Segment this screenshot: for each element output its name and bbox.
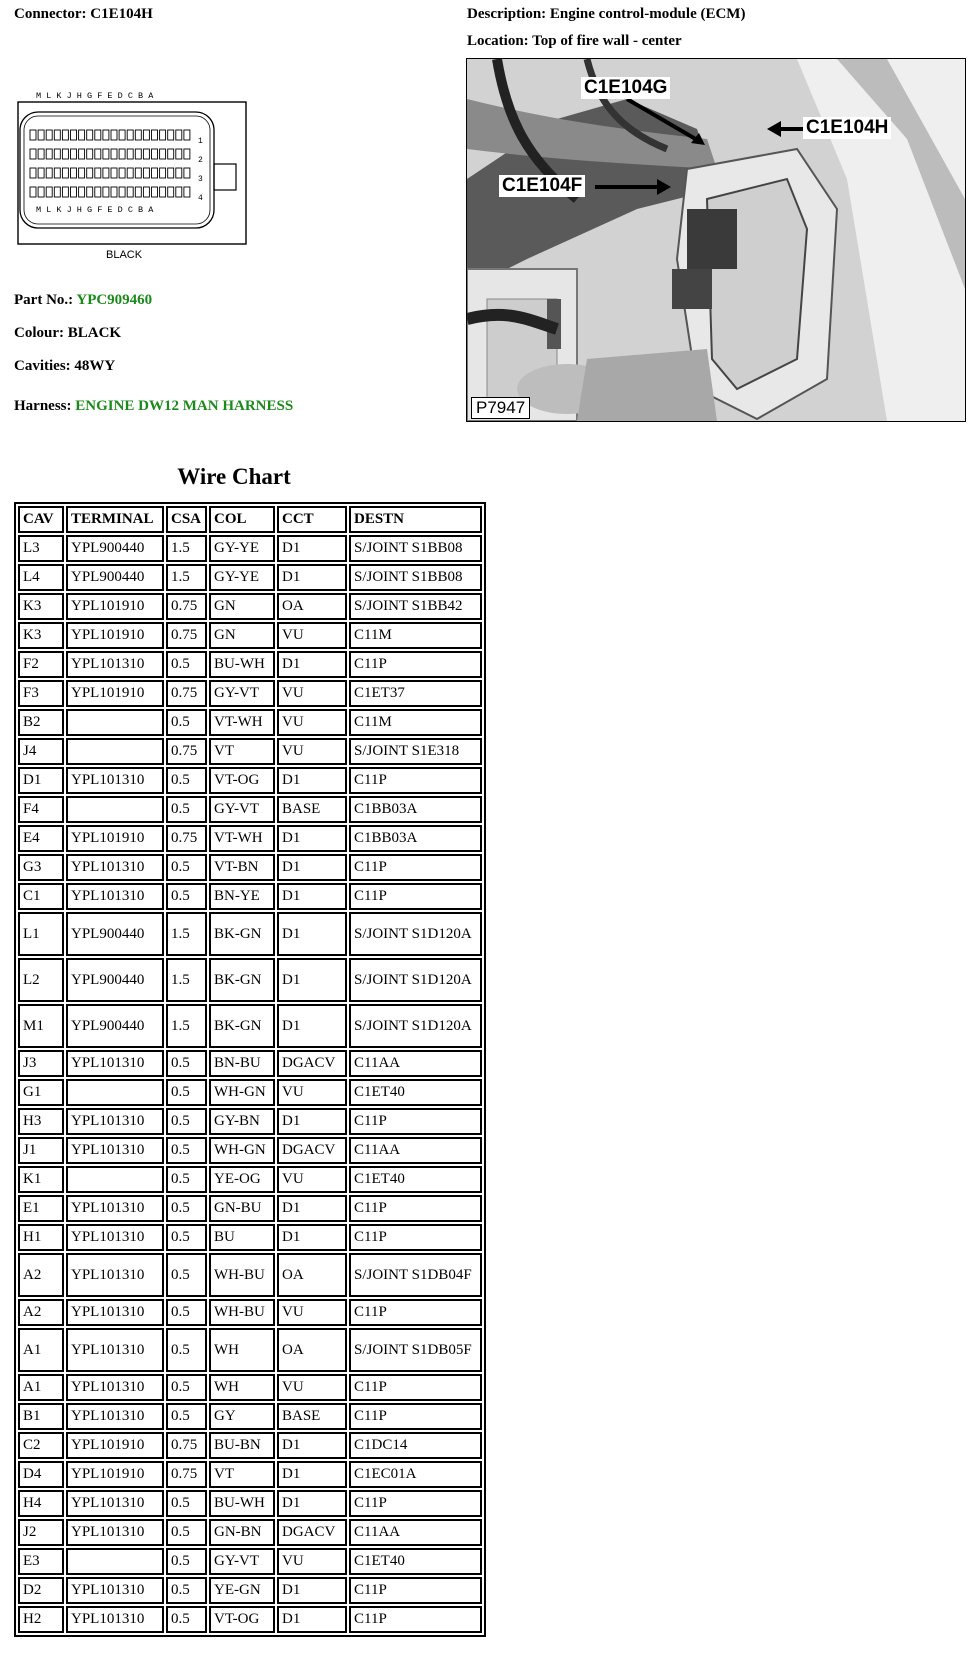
table-row	[18, 1403, 482, 1430]
cell-destn: C11P	[349, 1299, 482, 1326]
location-label: Location:	[467, 33, 529, 49]
cell-csa: 0.5	[166, 1490, 207, 1517]
cell-destn: C11AA	[349, 1050, 482, 1077]
cell-csa: 0.5	[166, 1050, 207, 1077]
cell-col: WH	[209, 1374, 275, 1401]
cell-col: BN-YE	[209, 883, 275, 910]
cell-cct: VU	[277, 1079, 347, 1106]
cavity-grid	[30, 130, 190, 197]
table-row	[18, 912, 482, 956]
cell-cct: D1	[277, 1461, 347, 1488]
cell-terminal	[66, 738, 164, 765]
cell-cct: D1	[277, 1195, 347, 1222]
cell-terminal	[66, 1166, 164, 1193]
table-row	[18, 1166, 482, 1193]
cell-col: GY-VT	[209, 796, 275, 823]
cell-col: WH-BU	[209, 1299, 275, 1326]
cell-cct: VU	[277, 709, 347, 736]
cavities-value: 48WY	[74, 358, 116, 374]
table-row	[18, 680, 482, 707]
table-row	[18, 564, 482, 591]
cell-csa: 0.5	[166, 1224, 207, 1251]
cell-cct: D1	[277, 1606, 347, 1633]
cell-cav: L1	[18, 912, 64, 956]
wire-chart-header-row	[18, 506, 482, 533]
description-label: Description:	[467, 6, 547, 22]
cell-csa: 0.75	[166, 1432, 207, 1459]
header-terminal: TERMINAL	[66, 506, 164, 533]
table-row	[18, 1328, 482, 1372]
connector-label: Connector:	[14, 6, 87, 22]
part-no-info	[14, 292, 152, 309]
cell-cav: D4	[18, 1461, 64, 1488]
cell-cct: D1	[277, 767, 347, 794]
cell-destn: S/JOINT S1BB08	[349, 564, 482, 591]
cell-terminal	[66, 796, 164, 823]
cell-terminal: YPL101310	[66, 854, 164, 881]
diagram-colour-label: BLACK	[106, 249, 143, 261]
cell-col: GY	[209, 1403, 275, 1430]
cell-terminal: YPL101310	[66, 1606, 164, 1633]
cell-destn: C11AA	[349, 1137, 482, 1164]
colour-label: Colour:	[14, 325, 64, 341]
cell-cct: VU	[277, 738, 347, 765]
harness-value[interactable]: ENGINE DW12 MAN HARNESS	[75, 398, 294, 414]
cell-cav: C2	[18, 1432, 64, 1459]
cell-cav: K3	[18, 593, 64, 620]
cell-destn: C1BB03A	[349, 796, 482, 823]
cell-cav: F4	[18, 796, 64, 823]
cell-csa: 0.75	[166, 825, 207, 852]
table-row	[18, 1079, 482, 1106]
table-row	[18, 709, 482, 736]
cell-cav: H3	[18, 1108, 64, 1135]
cell-cct: D1	[277, 912, 347, 956]
connector-drawing	[14, 86, 250, 264]
cell-csa: 0.5	[166, 1137, 207, 1164]
cell-col: YE-GN	[209, 1577, 275, 1604]
cell-col: BK-GN	[209, 1004, 275, 1048]
cell-cav: A1	[18, 1328, 64, 1372]
cell-csa: 0.5	[166, 1328, 207, 1372]
cell-destn: C11P	[349, 1577, 482, 1604]
cell-destn: C11P	[349, 1108, 482, 1135]
cell-terminal	[66, 1548, 164, 1575]
cell-cav: L4	[18, 564, 64, 591]
location-value: Top of fire wall - center	[532, 33, 682, 49]
row-number-4: 4	[198, 194, 203, 203]
cell-destn: C1ET40	[349, 1166, 482, 1193]
wire-chart-body	[18, 535, 482, 1633]
table-row	[18, 1224, 482, 1251]
cell-cct: VU	[277, 1374, 347, 1401]
harness-label: Harness:	[14, 398, 72, 414]
cell-col: GY-BN	[209, 1108, 275, 1135]
cell-col: GN-BN	[209, 1519, 275, 1546]
cell-destn: C11P	[349, 854, 482, 881]
cell-cav: J4	[18, 738, 64, 765]
cell-destn: C1DC14	[349, 1432, 482, 1459]
description-info	[467, 6, 745, 23]
cell-cav: F3	[18, 680, 64, 707]
cell-col: VT-WH	[209, 709, 275, 736]
cell-destn: C11P	[349, 767, 482, 794]
cell-cct: D1	[277, 535, 347, 562]
cell-cav: G1	[18, 1079, 64, 1106]
cell-terminal: YPL101310	[66, 767, 164, 794]
cell-cct: D1	[277, 564, 347, 591]
table-row	[18, 767, 482, 794]
callout-c1e104f: C1E104F	[499, 175, 585, 197]
cell-cct: D1	[277, 1432, 347, 1459]
cell-terminal: YPL101910	[66, 622, 164, 649]
header-cct: CCT	[277, 506, 347, 533]
cell-cav: E3	[18, 1548, 64, 1575]
cell-destn: C1ET40	[349, 1548, 482, 1575]
cell-cct: DGACV	[277, 1519, 347, 1546]
cell-cav: L2	[18, 958, 64, 1002]
table-row	[18, 1519, 482, 1546]
cell-csa: 0.5	[166, 1403, 207, 1430]
cell-terminal: YPL101310	[66, 1108, 164, 1135]
cell-cav: G3	[18, 854, 64, 881]
cell-cav: B2	[18, 709, 64, 736]
cell-destn: C11M	[349, 622, 482, 649]
cell-col: GN	[209, 593, 275, 620]
cell-cav: A1	[18, 1374, 64, 1401]
connector-info	[14, 6, 153, 23]
cell-csa: 0.75	[166, 680, 207, 707]
cell-destn: C11P	[349, 1606, 482, 1633]
engine-bay-illustration	[467, 59, 965, 421]
cell-col: YE-OG	[209, 1166, 275, 1193]
cell-csa: 0.5	[166, 854, 207, 881]
cell-terminal: YPL101910	[66, 1432, 164, 1459]
header-csa: CSA	[166, 506, 207, 533]
cell-col: BK-GN	[209, 912, 275, 956]
cell-col: BU	[209, 1224, 275, 1251]
cell-destn: S/JOINT S1D120A	[349, 958, 482, 1002]
table-row	[18, 1577, 482, 1604]
cell-cct: D1	[277, 883, 347, 910]
cell-col: GN-BU	[209, 1195, 275, 1222]
cell-terminal: YPL101310	[66, 1328, 164, 1372]
cell-csa: 0.5	[166, 767, 207, 794]
cell-csa: 0.5	[166, 651, 207, 678]
table-row	[18, 738, 482, 765]
connector-value: C1E104H	[90, 6, 153, 22]
cell-terminal: YPL900440	[66, 1004, 164, 1048]
cell-col: VT	[209, 738, 275, 765]
header-col: COL	[209, 506, 275, 533]
cell-cct: OA	[277, 593, 347, 620]
cell-cav: B1	[18, 1403, 64, 1430]
harness-info	[14, 398, 293, 415]
cell-csa: 0.5	[166, 1577, 207, 1604]
cell-terminal: YPL101310	[66, 1299, 164, 1326]
cell-csa: 0.5	[166, 1606, 207, 1633]
cell-cav: H1	[18, 1224, 64, 1251]
cell-terminal: YPL900440	[66, 564, 164, 591]
cell-terminal: YPL101310	[66, 651, 164, 678]
table-row	[18, 854, 482, 881]
row-number-3: 3	[198, 175, 203, 184]
table-row	[18, 1050, 482, 1077]
cell-cct: VU	[277, 1548, 347, 1575]
cell-cct: OA	[277, 1253, 347, 1297]
cell-destn: C11P	[349, 1195, 482, 1222]
cell-terminal: YPL101310	[66, 1224, 164, 1251]
connector-diagram	[14, 86, 250, 264]
cell-destn: C1ET37	[349, 680, 482, 707]
cell-csa: 0.5	[166, 1079, 207, 1106]
table-row	[18, 1548, 482, 1575]
row-number-2: 2	[198, 156, 203, 165]
cell-csa: 0.75	[166, 738, 207, 765]
cell-cav: J3	[18, 1050, 64, 1077]
cell-col: GY-YE	[209, 564, 275, 591]
cell-terminal: YPL101910	[66, 593, 164, 620]
table-row	[18, 883, 482, 910]
cell-destn: C11P	[349, 1490, 482, 1517]
cell-cct: D1	[277, 1490, 347, 1517]
table-row	[18, 1374, 482, 1401]
cell-cct: D1	[277, 825, 347, 852]
cell-cct: VU	[277, 1166, 347, 1193]
cell-cav: K1	[18, 1166, 64, 1193]
cell-col: VT-OG	[209, 1606, 275, 1633]
cell-cav: M1	[18, 1004, 64, 1048]
cell-csa: 0.75	[166, 622, 207, 649]
cell-cct: OA	[277, 1328, 347, 1372]
cell-col: BN-BU	[209, 1050, 275, 1077]
cell-terminal: YPL101310	[66, 1253, 164, 1297]
cell-csa: 0.5	[166, 796, 207, 823]
diagram-top-letters: M L K J H G F E D C B A	[36, 91, 154, 101]
cavities-info	[14, 358, 115, 375]
wire-chart-title: Wire Chart	[177, 464, 291, 489]
cell-col: WH-BU	[209, 1253, 275, 1297]
cell-terminal: YPL101310	[66, 1577, 164, 1604]
cell-cct: VU	[277, 1299, 347, 1326]
cell-col: GY-VT	[209, 1548, 275, 1575]
cell-cct: D1	[277, 1224, 347, 1251]
cell-terminal: YPL101310	[66, 1137, 164, 1164]
table-row	[18, 958, 482, 1002]
cell-terminal: YPL900440	[66, 958, 164, 1002]
cell-cct: D1	[277, 958, 347, 1002]
table-row	[18, 1004, 482, 1048]
cell-terminal: YPL101310	[66, 1403, 164, 1430]
cell-destn: S/JOINT S1DB04F	[349, 1253, 482, 1297]
table-row	[18, 1253, 482, 1297]
cell-cav: A2	[18, 1299, 64, 1326]
cell-terminal	[66, 709, 164, 736]
header-cav: CAV	[18, 506, 64, 533]
table-row	[18, 1490, 482, 1517]
cell-cct: DGACV	[277, 1137, 347, 1164]
cell-csa: 0.5	[166, 709, 207, 736]
table-row	[18, 796, 482, 823]
cell-cct: DGACV	[277, 1050, 347, 1077]
cell-cct: D1	[277, 1108, 347, 1135]
cell-col: WH-GN	[209, 1079, 275, 1106]
cell-cct: D1	[277, 1004, 347, 1048]
callout-c1e104g: C1E104G	[581, 77, 670, 99]
cell-cct: VU	[277, 622, 347, 649]
cell-cav: H2	[18, 1606, 64, 1633]
cell-cav: K3	[18, 622, 64, 649]
cell-col: VT-WH	[209, 825, 275, 852]
colour-value: BLACK	[67, 325, 122, 341]
cell-cav: E1	[18, 1195, 64, 1222]
cell-cct: D1	[277, 854, 347, 881]
cell-cav: J2	[18, 1519, 64, 1546]
cell-destn: C1ET40	[349, 1079, 482, 1106]
colour-info	[14, 325, 121, 342]
cell-destn: C11P	[349, 1374, 482, 1401]
row-number-1: 1	[198, 137, 203, 146]
table-row	[18, 593, 482, 620]
cell-col: VT-BN	[209, 854, 275, 881]
cell-terminal: YPL101310	[66, 1490, 164, 1517]
table-row	[18, 1195, 482, 1222]
cell-terminal: YPL101310	[66, 1195, 164, 1222]
cell-col: GY-VT	[209, 680, 275, 707]
cell-csa: 0.75	[166, 1461, 207, 1488]
cell-destn: S/JOINT S1BB42	[349, 593, 482, 620]
cell-terminal: YPL101310	[66, 1519, 164, 1546]
cell-cct: D1	[277, 1577, 347, 1604]
cell-cav: C1	[18, 883, 64, 910]
cell-destn: S/JOINT S1D120A	[349, 912, 482, 956]
cell-destn: S/JOINT S1E318	[349, 738, 482, 765]
cell-destn: C11P	[349, 1224, 482, 1251]
location-photo	[466, 58, 966, 422]
cell-destn: C1BB03A	[349, 825, 482, 852]
cell-col: BU-WH	[209, 651, 275, 678]
cell-csa: 0.5	[166, 1108, 207, 1135]
cell-terminal: YPL101910	[66, 825, 164, 852]
diagram-bottom-letters: M L K J H G F E D C B A	[36, 205, 154, 215]
cell-cav: A2	[18, 1253, 64, 1297]
cell-col: VT-OG	[209, 767, 275, 794]
table-row	[18, 1606, 482, 1633]
wire-chart-table	[14, 502, 486, 1637]
cell-destn: C11P	[349, 883, 482, 910]
cell-terminal: YPL101310	[66, 883, 164, 910]
cell-terminal: YPL101910	[66, 680, 164, 707]
table-row	[18, 1461, 482, 1488]
cell-col: WH	[209, 1328, 275, 1372]
cell-csa: 0.5	[166, 1374, 207, 1401]
cell-cct: D1	[277, 651, 347, 678]
part-no-label: Part No.:	[14, 292, 74, 308]
cell-csa: 0.5	[166, 883, 207, 910]
table-row	[18, 825, 482, 852]
location-info	[467, 33, 682, 50]
cell-csa: 0.5	[166, 1299, 207, 1326]
cell-col: BK-GN	[209, 958, 275, 1002]
table-row	[18, 622, 482, 649]
cell-col: BU-BN	[209, 1432, 275, 1459]
cell-cav: L3	[18, 535, 64, 562]
cell-destn: C11P	[349, 1403, 482, 1430]
cell-terminal: YPL900440	[66, 535, 164, 562]
cell-csa: 0.5	[166, 1548, 207, 1575]
cell-terminal: YPL101310	[66, 1050, 164, 1077]
cell-destn: C1EC01A	[349, 1461, 482, 1488]
cell-cav: E4	[18, 825, 64, 852]
cavities-label: Cavities:	[14, 358, 71, 374]
cell-csa: 1.5	[166, 912, 207, 956]
cell-csa: 0.5	[166, 1166, 207, 1193]
table-row	[18, 1299, 482, 1326]
cell-col: BU-WH	[209, 1490, 275, 1517]
cell-cct: VU	[277, 680, 347, 707]
cell-cav: H4	[18, 1490, 64, 1517]
cell-terminal: YPL101910	[66, 1461, 164, 1488]
cell-csa: 1.5	[166, 535, 207, 562]
cell-terminal: YPL101310	[66, 1374, 164, 1401]
cell-csa: 0.5	[166, 1519, 207, 1546]
cell-col: VT	[209, 1461, 275, 1488]
cell-terminal: YPL900440	[66, 912, 164, 956]
cell-destn: S/JOINT S1DB05F	[349, 1328, 482, 1372]
header-destn: DESTN	[349, 506, 482, 533]
cell-col: WH-GN	[209, 1137, 275, 1164]
table-row	[18, 651, 482, 678]
cell-destn: S/JOINT S1BB08	[349, 535, 482, 562]
description-value: Engine control-module (ECM)	[549, 6, 746, 22]
cell-cct: BASE	[277, 796, 347, 823]
cell-cav: D1	[18, 767, 64, 794]
cell-csa: 0.5	[166, 1253, 207, 1297]
callout-c1e104h: C1E104H	[803, 117, 891, 139]
cell-cav: J1	[18, 1137, 64, 1164]
cell-csa: 0.75	[166, 593, 207, 620]
cell-destn: C11AA	[349, 1519, 482, 1546]
photo-id: P7947	[471, 397, 530, 419]
table-row	[18, 1432, 482, 1459]
cell-destn: C11M	[349, 709, 482, 736]
cell-col: GN	[209, 622, 275, 649]
cell-csa: 0.5	[166, 1195, 207, 1222]
part-no-value[interactable]: YPC909460	[76, 292, 153, 308]
cell-terminal	[66, 1079, 164, 1106]
cell-csa: 1.5	[166, 958, 207, 1002]
cell-destn: C11P	[349, 651, 482, 678]
cell-cct: BASE	[277, 1403, 347, 1430]
cell-cav: F2	[18, 651, 64, 678]
cell-csa: 1.5	[166, 564, 207, 591]
table-row	[18, 535, 482, 562]
table-row	[18, 1137, 482, 1164]
table-row	[18, 1108, 482, 1135]
cell-csa: 1.5	[166, 1004, 207, 1048]
cell-destn: S/JOINT S1D120A	[349, 1004, 482, 1048]
cell-cav: D2	[18, 1577, 64, 1604]
cell-col: GY-YE	[209, 535, 275, 562]
